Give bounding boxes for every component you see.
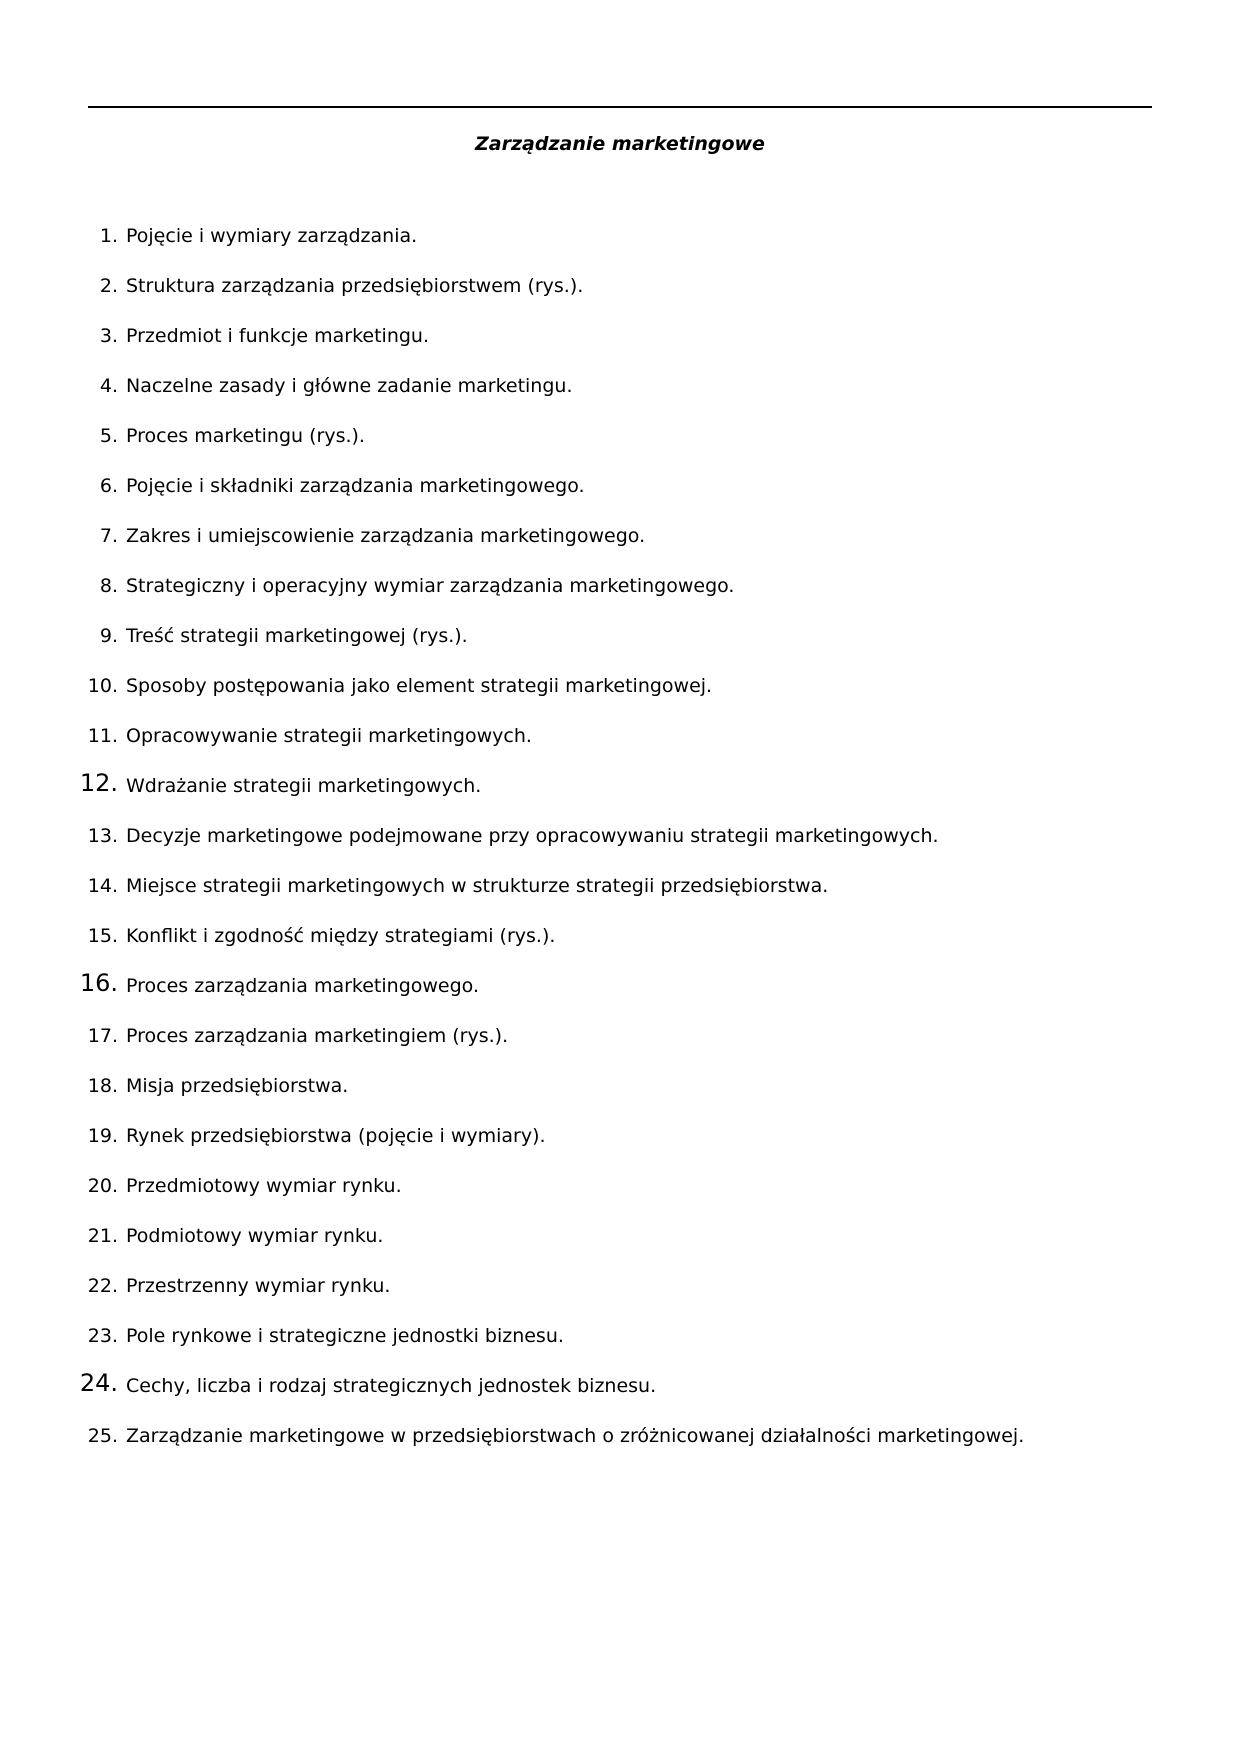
topic-text: Misja przedsiębiorstwa. — [126, 1075, 349, 1097]
topic-text: Proces zarządzania marketingiem (rys.). — [126, 1025, 509, 1047]
topic-text: Podmiotowy wymiar rynku. — [126, 1225, 384, 1247]
topic-number: 1. — [99, 225, 118, 247]
topic-text: Proces marketingu (rys.). — [126, 425, 365, 447]
topic-text: Cechy, liczba i rodzaj strategicznych jednostek biznesu. — [126, 1375, 657, 1397]
topic-number: 9. — [99, 625, 118, 647]
topic-text: Zakres i umiejscowienie zarządzania marketingowego. — [126, 525, 646, 547]
topic-text: Naczelne zasady i główne zadanie marketingu. — [126, 375, 573, 397]
document-title: Zarządzanie marketingowe — [475, 133, 765, 155]
topic-text: Rynek przedsiębiorstwa (pojęcie i wymiary). — [126, 1125, 546, 1147]
topic-text: Przedmiot i funkcje marketingu. — [126, 325, 429, 347]
topic-text: Przedmiotowy wymiar rynku. — [126, 1175, 402, 1197]
topic-text: Miejsce strategii marketingowych w strukturze strategii przedsiębiorstwa. — [126, 875, 829, 897]
topic-text: Pojęcie i składniki zarządzania marketingowego. — [126, 475, 585, 497]
topic-number: 5. — [99, 425, 118, 447]
topic-number: 7. — [99, 525, 118, 547]
topic-number: 23. — [87, 1325, 118, 1347]
topic-text: Strategiczny i operacyjny wymiar zarządzania marketingowego. — [126, 575, 735, 597]
topic-number: 20. — [87, 1175, 118, 1197]
topic-text: Treść strategii marketingowej (rys.). — [126, 625, 468, 647]
topic-text: Przestrzenny wymiar rynku. — [126, 1275, 391, 1297]
topic-number: 3. — [99, 325, 118, 347]
topic-text: Zarządzanie marketingowe w przedsiębiorstwach o zróżnicowanej działalności marketingowej. — [126, 1425, 1025, 1447]
topic-text: Opracowywanie strategii marketingowych. — [126, 725, 532, 747]
topic-text: Konflikt i zgodność między strategiami (rys.). — [126, 925, 556, 947]
topic-number: 21. — [87, 1225, 118, 1247]
top-horizontal-rule — [88, 106, 1152, 108]
topic-text: Pojęcie i wymiary zarządzania. — [126, 225, 418, 247]
topic-number: 15. — [87, 925, 118, 947]
topic-text: Wdrażanie strategii marketingowych. — [126, 775, 482, 797]
topic-text: Sposoby postępowania jako element strategii marketingowej. — [126, 675, 713, 697]
topic-number: 4. — [99, 375, 118, 397]
topic-text: Proces zarządzania marketingowego. — [126, 975, 479, 997]
topic-number: 25. — [87, 1425, 118, 1447]
topic-number: 12. — [79, 769, 118, 797]
topic-number: 13. — [87, 825, 118, 847]
topic-number: 8. — [99, 575, 118, 597]
topic-number: 17. — [87, 1025, 118, 1047]
topic-text: Pole rynkowe i strategiczne jednostki biznesu. — [126, 1325, 564, 1347]
topic-number: 19. — [87, 1125, 118, 1147]
topic-number: 11. — [87, 725, 118, 747]
topic-number: 2. — [99, 275, 118, 297]
topic-number: 22. — [87, 1275, 118, 1297]
topic-text: Decyzje marketingowe podejmowane przy opracowywaniu strategii marketingowych. — [126, 825, 939, 847]
topic-text: Struktura zarządzania przedsiębiorstwem (rys.). — [126, 275, 584, 297]
topic-number: 10. — [87, 675, 118, 697]
topic-number: 14. — [87, 875, 118, 897]
topic-number: 6. — [99, 475, 118, 497]
topic-number: 18. — [87, 1075, 118, 1097]
topic-number: 24. — [79, 1369, 118, 1397]
topic-number: 16. — [79, 969, 118, 997]
